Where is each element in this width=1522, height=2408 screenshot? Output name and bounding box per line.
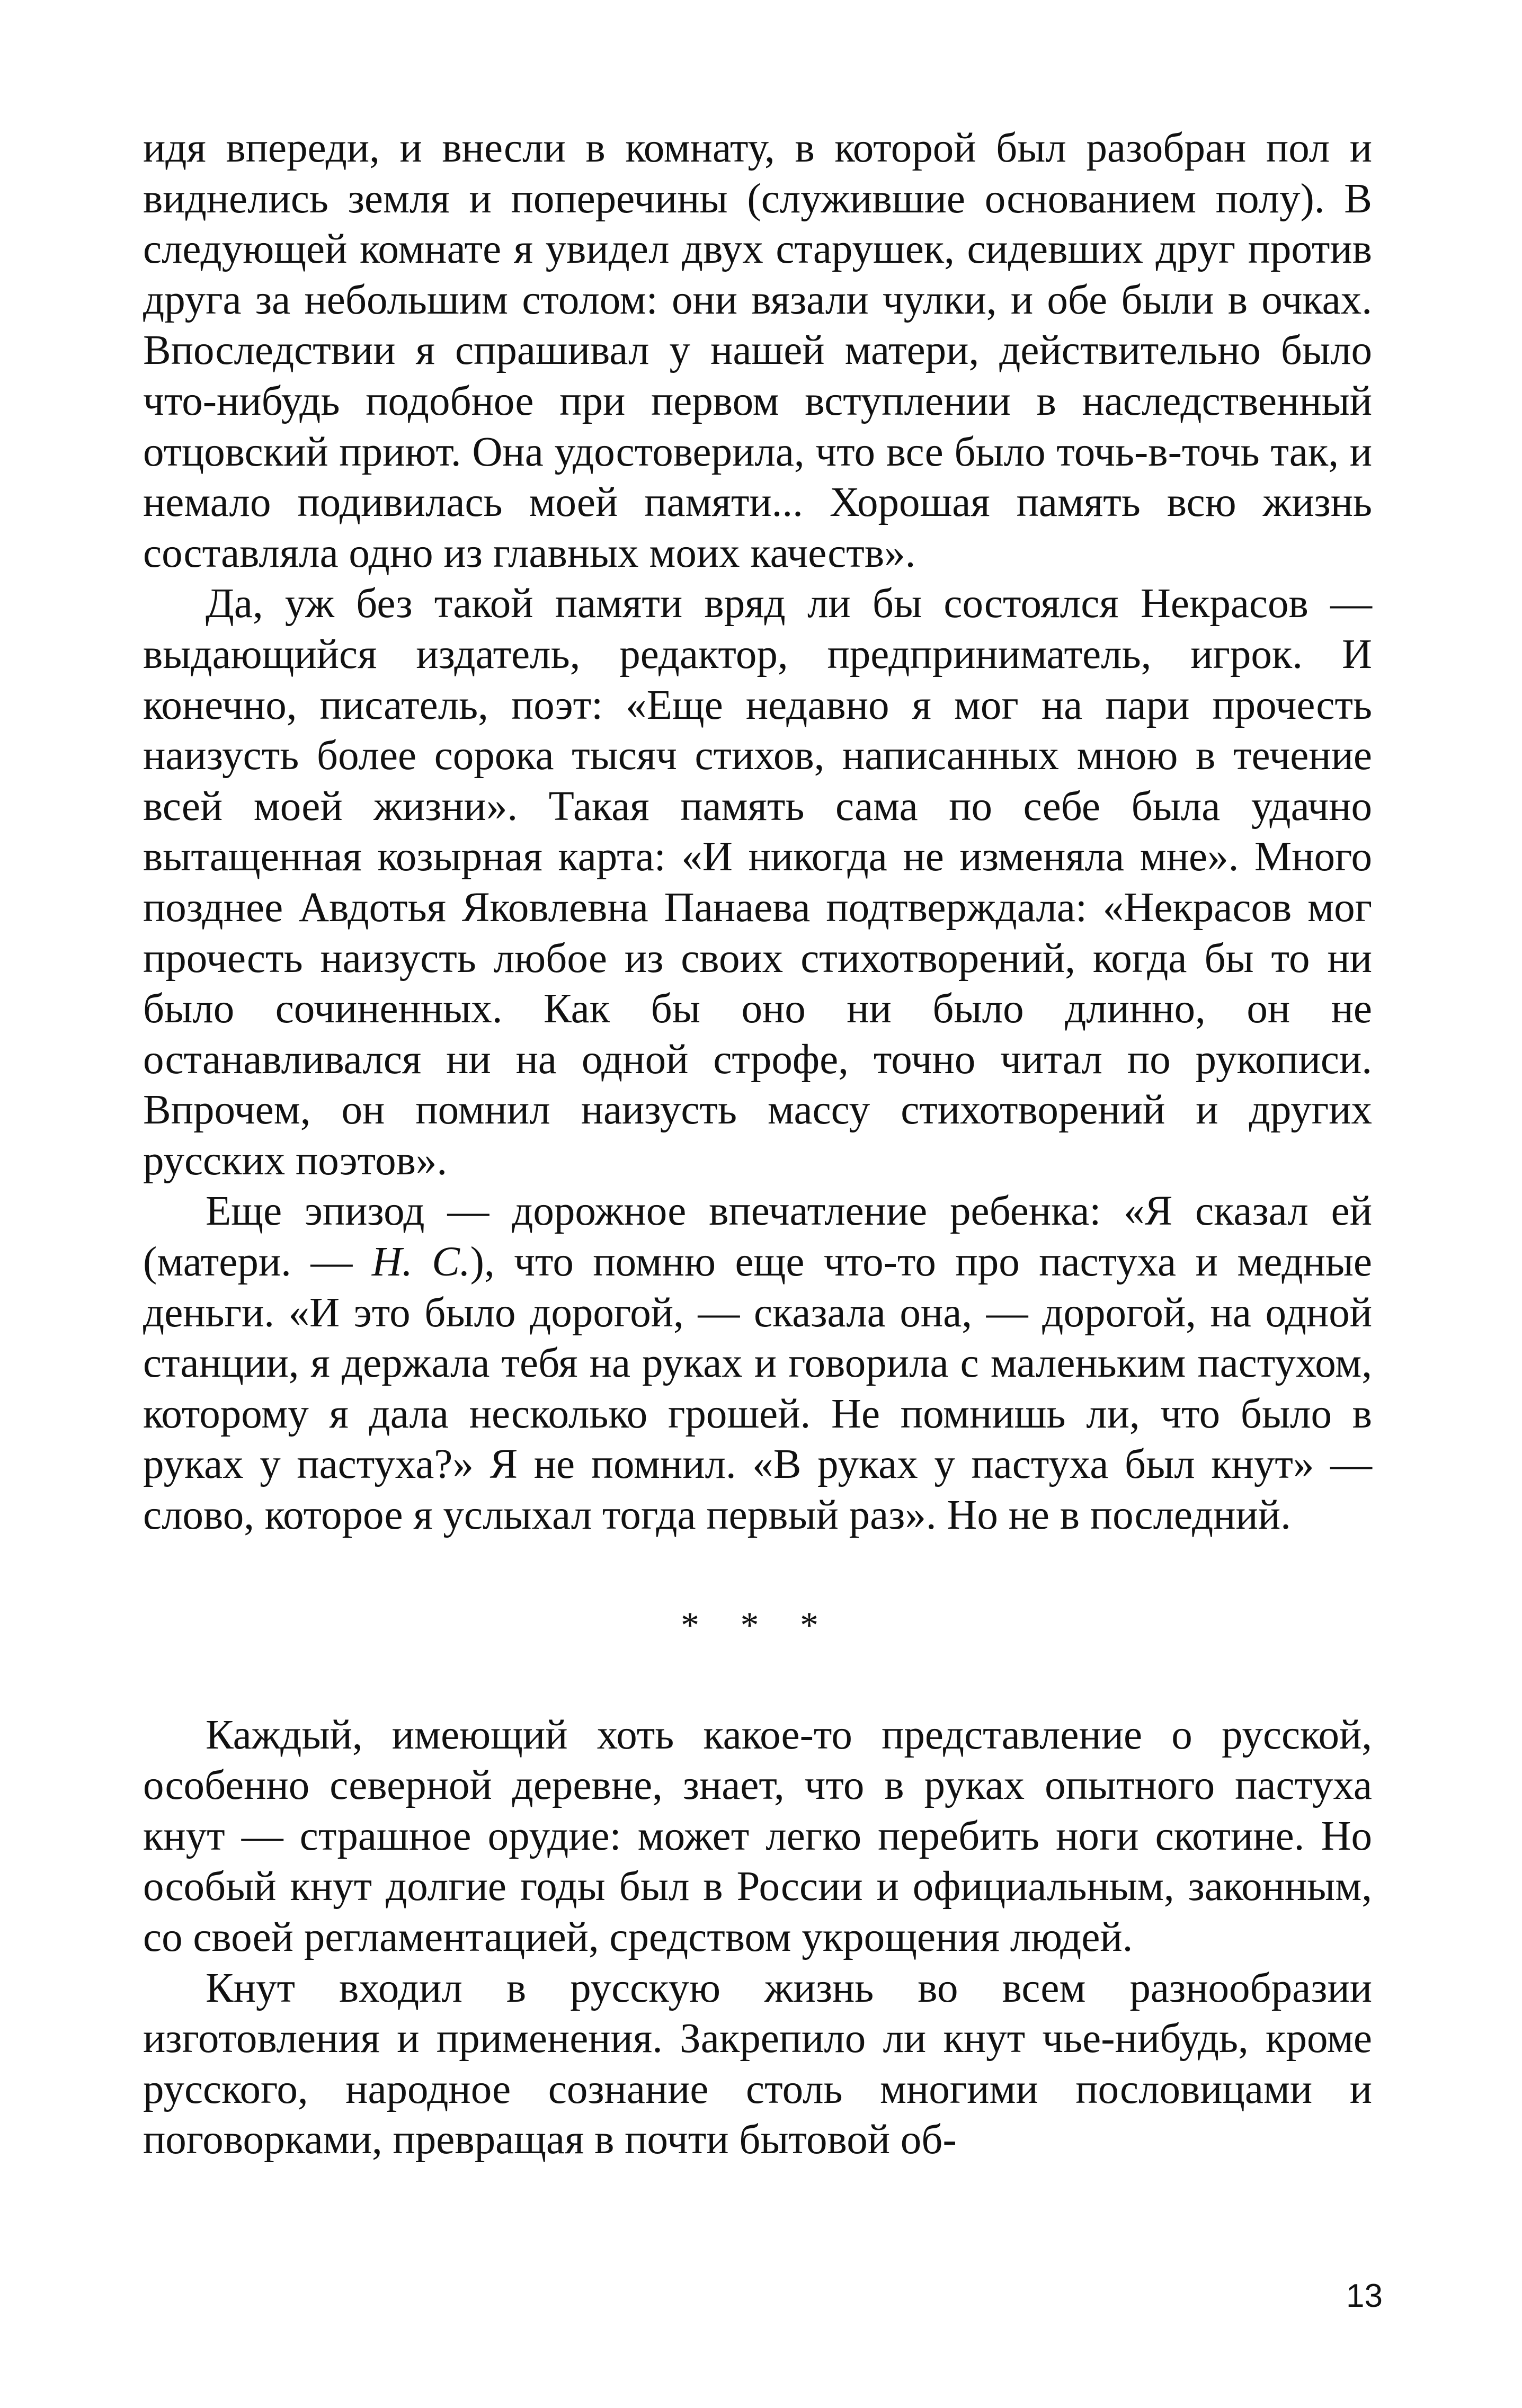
paragraph-3 [143,1186,1372,1540]
page-number: 13 [1346,2278,1383,2314]
book-page [143,123,1372,2165]
paragraph-3-after: ), что помню еще что-то про пастуха и медные деньги. «И это было дорогой, — сказала она, — дорогой, на одной станции, я держала тебя на руках и говорила с маленьким пастухом, которому я дала несколько грошей. Не помнишь ли, что было в руках у пастуха?» Я не помнил. «В руках у пастуха был кнут» — слово, которое я услыхал тогда первый раз». Но не в последний. [143,1239,1372,1539]
paragraph-3-initials: Н. С. [371,1239,470,1286]
paragraph-2: Да, уж без такой памяти вряд ли бы состоялся Некрасов — выдающийся издатель, редактор, предприниматель, игрок. И конечно, писатель, поэт: «Еще недавно я мог на пари прочесть наизусть более сорока тысяч стихов, написанных мною в течение всей моей жизни». Такая память сама по себе была удачно вытащенная козырная карта: «И никогда не изменяла мне». Много позднее Авдотья Яковлевна Панаева подтверждала: «Некрасов мог прочесть наизусть любое из своих стихотворений, когда бы то ни было сочиненных. Как бы оно ни было длинно, он не останавливался ни на одной строфе, точно читал по рукописи. Впрочем, он помнил наизусть массу стихотворений и других русских поэтов». [143,581,1372,1184]
paragraph-1: идя впереди, и внесли в комнату, в которой был разобран пол и виднелись земля и поперечины (служившие основанием полу). В следующей комнате я увидел двух старушек, сидевших друг против друга за небольшим столом: они вязали чулки, и обе были в очках. Впоследствии я спрашивал у нашей матери, действительно было что-нибудь подобное при первом вступлении в наследственный отцовский приют. Она удостоверила, что все было точь-в-точь так, и немало подивилась моей памяти... Хорошая память всю жизнь составляла одно из главных моих качеств». [143,125,1372,576]
paragraph-5: Кнут входил в русскую жизнь во всем разнообразии изготовления и применения. Закрепило ли кнут чье-нибудь, кроме русского, народное сознание столь многими пословицами и поговорками, превращая в почти бытовой об- [143,1965,1372,2163]
section-separator: * * * [681,1604,834,1646]
paragraph-3-before: Еще эпизод — дорожное впечатление ребенка: «Я сказал ей (матери. — [143,1188,1372,1286]
paragraph-4: Каждый, имеющий хоть какое-то представление о русской, особенно северной деревне, знает, что в руках опытного пастуха кнут — страшное орудие: может легко перебить ноги скотине. Но особый кнут долгие годы был в России и официальным, законным, со своей регламентацией, средством укрощения людей. [143,1711,1372,1960]
